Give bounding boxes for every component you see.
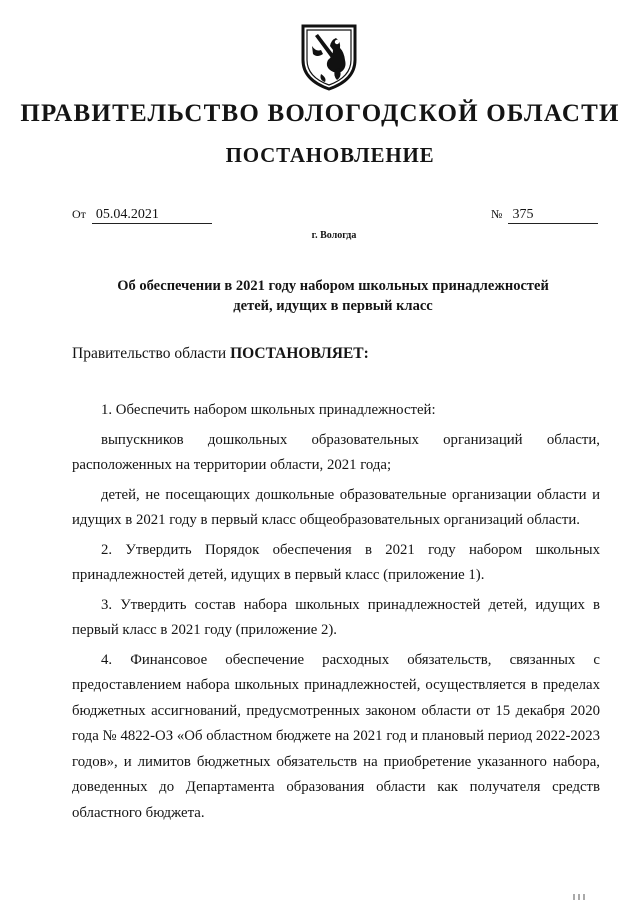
preamble-lead: Правительство области — [72, 345, 227, 362]
number-value: 375 — [508, 207, 598, 224]
paragraph-1-item-a: выпускников дошкольных образовательных организаций области, расположенных на территории области, 2021 года; — [72, 431, 600, 473]
document-number — [491, 207, 598, 224]
decree-body — [72, 398, 600, 830]
paragraph-4: 4. Финансовое обеспечение расходных обязательств, связанных с предоставлением набора школьных принадлежностей, осуществляется в пределах бюджетных ассигнований, предусмотренных законом области от 15 декабря 2020 года № 4822-ОЗ «Об областном бюджете на 2021 год и плановый период 2022-2023 годов», и лимитов бюджетных обязательств на приобретение указанного набора, доведенных до Департамента образования области как получателя средств областного бюджета. — [72, 651, 600, 821]
date-value: 05.04.2021 — [92, 207, 212, 224]
subject-line-2: детей, идущих в первый класс — [233, 298, 433, 314]
organization-title: ПРАВИТЕЛЬСТВО ВОЛОГОДСКОЙ ОБЛАСТИ — [20, 100, 620, 127]
preamble — [72, 345, 369, 363]
paragraph-1-item-b: детей, не посещающих дошкольные образовательные организации области и идущих в 2021 году в первый класс общеобразовательных организаций области. — [72, 486, 600, 528]
city: г. Вологда — [311, 230, 357, 241]
document-date — [72, 207, 212, 224]
date-label: От — [72, 207, 86, 221]
paragraph-1: 1. Обеспечить набором школьных принадлежностей: — [101, 402, 436, 418]
scan-mark — [572, 893, 586, 901]
document-type: ПОСТАНОВЛЕНИЕ — [225, 143, 435, 167]
paragraph-2: 2. Утвердить Порядок обеспечения в 2021 году набором школьных принадлежностей детей, идущих в первый класс (приложение 1). — [72, 541, 600, 583]
paragraph-3: 3. Утвердить состав набора школьных принадлежностей детей, идущих в первый класс в 2021 году (приложение 2). — [72, 596, 600, 638]
preamble-decree: ПОСТАНОВЛЯЕТ: — [230, 345, 369, 362]
subject-line-1: Об обеспечении в 2021 году набором школьных принадлежностей — [117, 278, 549, 294]
document-subject — [0, 276, 640, 316]
number-label: № — [491, 207, 503, 221]
coat-of-arms-icon — [297, 22, 361, 92]
